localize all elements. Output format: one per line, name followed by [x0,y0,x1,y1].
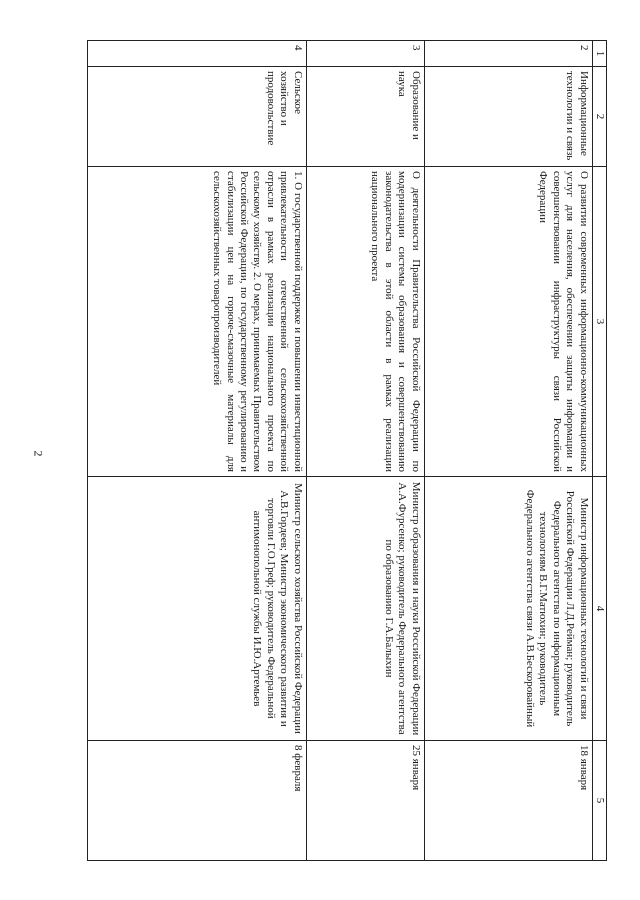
schedule-table [87,40,607,861]
row-number: 4 [88,41,307,67]
row-number: 3 [306,41,424,67]
row-date: 18 января [424,741,592,861]
row-responsible: Министр образования и науки Российской Федерации А.А.Фурсенко; руководитель Федерального агентства по образованию Г.А.Балыхин [306,477,424,741]
table-row [424,41,592,861]
header-cell: 3 [592,167,606,477]
row-description: 1. О государственной поддержке и повышении инвестиционной привлекательности отечественной сельскохозяйственной отрасли в рамках реализации национального проекта по сельскому хозяйству. 2. О мерах, принимаемых Правительством Российской Федерации, по государственному регулированию и стабилизации цен на горюче-смазочные материалы для сельскохозяйственных товаропроизводителей [88,167,307,477]
row-description: О деятельности Правительства Российской Федерации по модернизации системы образования и совершенствованию законодательства в этой области в рамках реализации национального проекта [306,167,424,477]
row-date: 25 января [306,741,424,861]
row-responsible: Министр сельского хозяйства Российской Федерации А.В.Гордеев; Министр экономического развития и торговли Г.О.Греф; руководитель Федеральной антимонопольной службы И.Ю.Артемьев [88,477,307,741]
row-area: Сельское хозяйство и продовольствие [88,67,307,167]
header-cell: 5 [592,741,606,861]
row-description: О развитии современных информационно-коммуникационных услуг для населения, обеспечении защиты информации и совершенствовании инфраструктуры связи Российской Федерации [424,167,592,477]
rotated-page [87,40,607,860]
row-responsible: Министр информационных технологий и связи Российской Федерации Л.Д.Рейман; руководитель Федерального агентства по информационным технологиям В.Г.Матюхин; руководитель Федерального агентства связи А.В.Бескоровайный [424,477,592,741]
row-area: Информационные технологии и связь [424,67,592,167]
table-row [88,41,307,861]
header-row [592,41,606,861]
row-area: Образование и наука [306,67,424,167]
table-row [306,41,424,861]
header-cell: 2 [592,67,606,167]
header-cell: 4 [592,477,606,741]
page-number: 2 [31,450,46,457]
row-number: 2 [424,41,592,67]
header-cell: 1 [592,41,606,67]
row-date: 8 февраля [88,741,307,861]
